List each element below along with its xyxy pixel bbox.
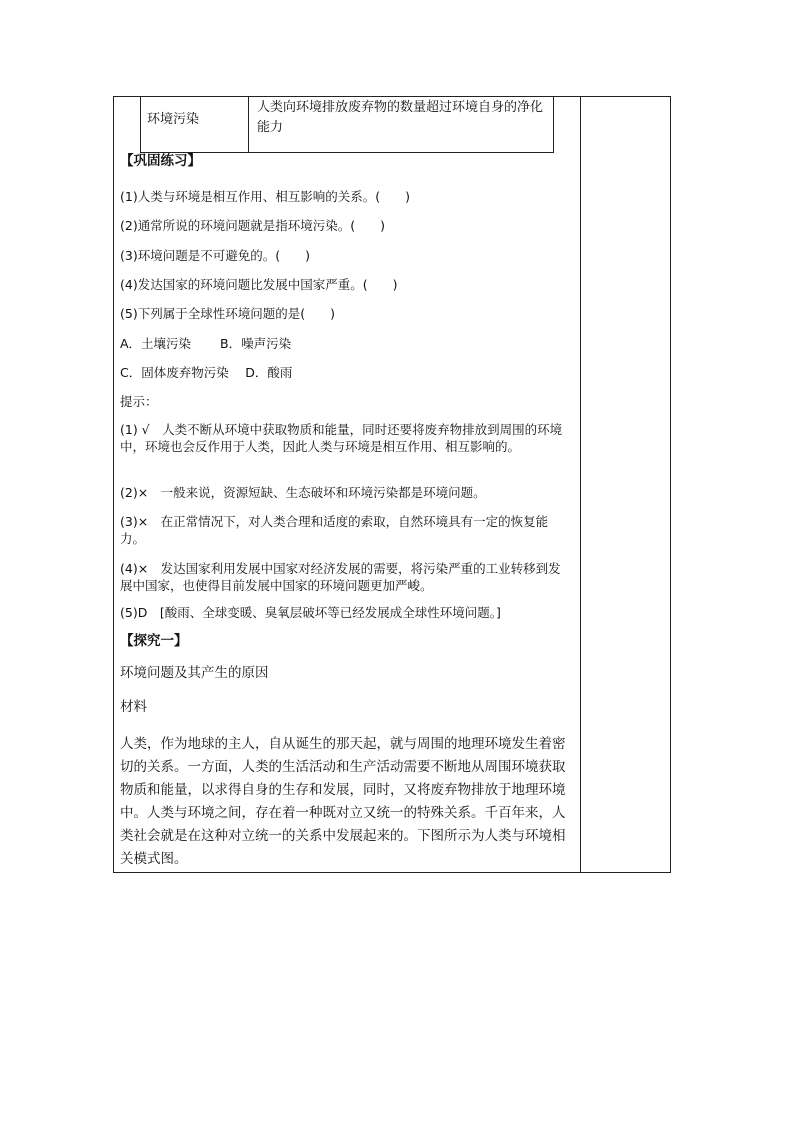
hint-2: (2)× 一般来说，资源短缺、生态破坏和环境污染都是环境问题。 xyxy=(120,485,486,500)
explore-heading: 【探究一】 xyxy=(120,633,188,649)
lesson-table xyxy=(113,96,671,873)
question-2: (2)通常所说的环境问题就是指环境污染。( ) xyxy=(120,218,385,233)
hint-4: (4)× 发达国家利用发展中国家对经济发展的需要，将污染严重的工业转移到发展中国家，也使得目前发展中国家的环境问题更加严峻。 xyxy=(120,561,561,593)
column-divider xyxy=(580,97,581,872)
term-table xyxy=(140,97,554,153)
question-4: (4)发达国家的环境问题比发展中国家严重。( ) xyxy=(120,277,398,292)
material-text: 人类，作为地球的主人，自从诞生的那天起，就与周围的地理环境发生着密切的关系。一方面，人类的生活活动和生产活动需要不断地从周围环境获取物质和能量，以求得自身的生存和发展，同时，又将废弃物排放于地理环境中。人类与环境之间，存在着一种既对立又统一的特殊关系。千百年来，人类社会就是在这种对立统一的关系中发展起来的。下图所示为人类与环境相关模式图。 xyxy=(120,736,566,867)
options-cd: C．固体废弃物污染 D．酸雨 xyxy=(120,365,293,380)
term-cell: 环境污染 xyxy=(141,97,249,152)
hints-label: 提示： xyxy=(120,394,158,409)
practice-heading: 【巩固练习】 xyxy=(120,153,201,169)
question-1: (1)人类与环境是相互作用、相互影响的关系。( ) xyxy=(120,189,410,204)
question-5: (5)下列属于全球性环境问题的是( ) xyxy=(120,306,335,321)
hint-3: (3)× 在正常情况下，对人类合理和适度的索取，自然环境具有一定的恢复能力。 xyxy=(120,514,549,546)
definition-cell: 人类向环境排放废弃物的数量超过环境自身的净化能力 xyxy=(257,100,544,135)
explore-topic: 环境问题及其产生的原因 xyxy=(120,665,269,681)
question-3: (3)环境问题是不可避免的。( ) xyxy=(120,248,310,263)
hint-1: (1) √ 人类不断从环境中获取物质和能量，同时还要将废弃物排放到周围的环境中，环境也会反作用于人类，因此人类与环境是相互作用、相互影响的。 xyxy=(120,422,563,454)
hint-5: (5)D [酸雨、全球变暖、臭氧层破坏等已经发展成全球性环境问题。] xyxy=(120,605,501,620)
options-ab: A．土壤污染 B．噪声污染 xyxy=(120,336,292,351)
material-label: 材料 xyxy=(120,699,147,715)
